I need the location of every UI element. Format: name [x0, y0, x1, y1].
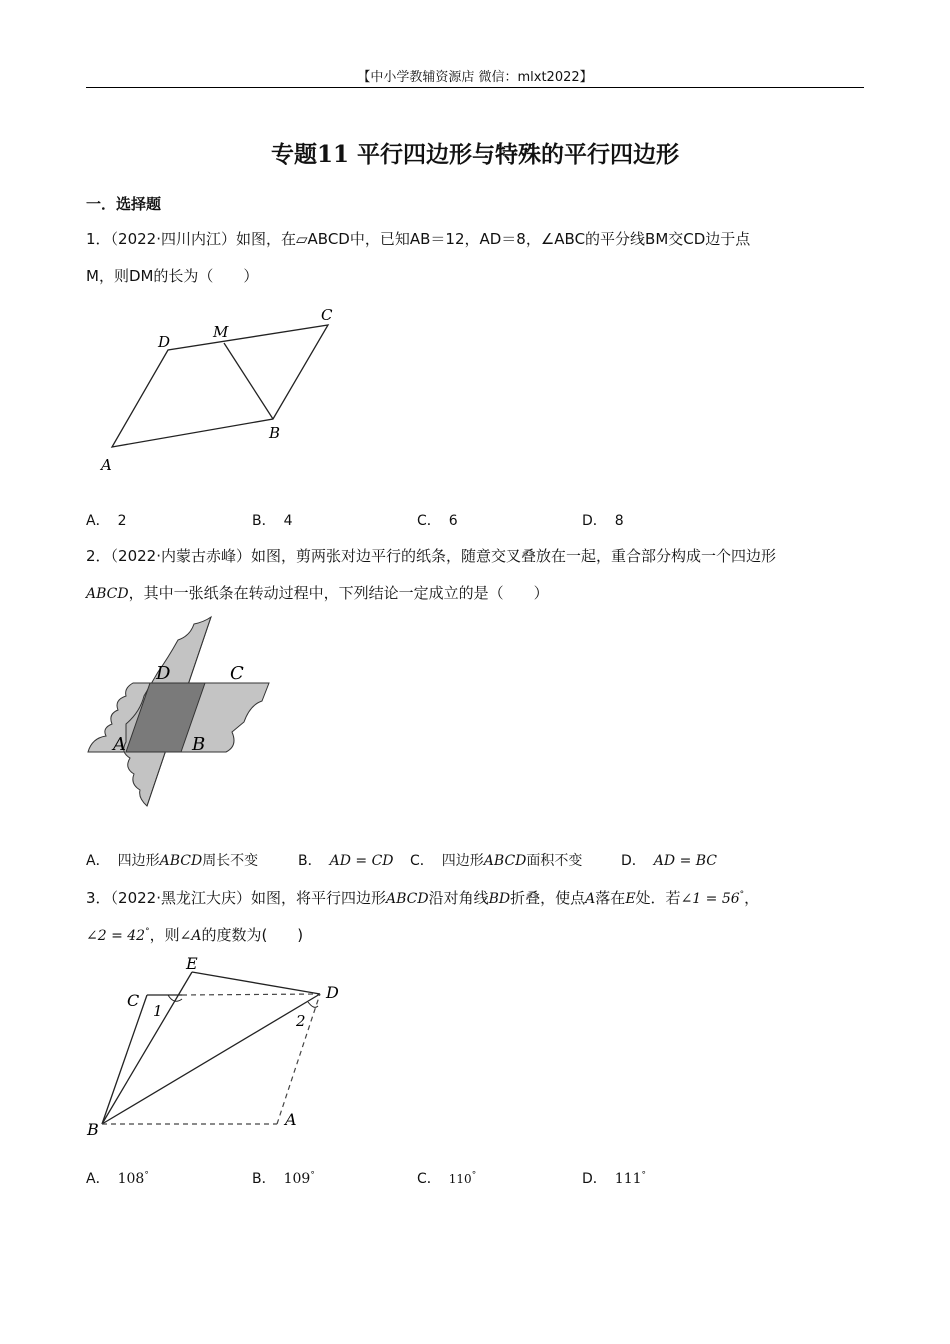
question-number: 1．	[86, 230, 111, 248]
q3-option-d[interactable]: D． 111°	[582, 1170, 647, 1187]
label-a: A	[285, 1110, 297, 1129]
header-text: 【中小学教辅资源店 微信：mlxt2022】	[357, 70, 593, 85]
q1-option-a[interactable]: A． 2	[86, 513, 127, 529]
question-3-line-2: ∠2 = 42°，则∠A的度数为( )	[86, 926, 304, 944]
question-text: M，则DM的长为（ ）	[86, 267, 259, 285]
q2-option-d[interactable]: D． AD = BC	[621, 853, 718, 869]
q3-option-a[interactable]: A． 108°	[86, 1170, 149, 1187]
label-c: C	[230, 663, 244, 684]
label-b: B	[87, 1120, 99, 1139]
bisector-bm	[224, 343, 273, 419]
q1-option-b[interactable]: B． 4	[252, 513, 293, 529]
label-a: A	[113, 734, 126, 755]
label-d: D	[158, 333, 171, 351]
label-e: E	[186, 954, 198, 973]
label-d: D	[326, 983, 339, 1002]
question-text: 如图，在▱ABCD中，已知AB＝12，AD＝8，∠ABC的平分线BM交CD边于点	[236, 230, 751, 248]
question-source: （2022·内蒙古赤峰）	[110, 547, 251, 565]
question-1-line-2	[86, 265, 258, 286]
label-b: B	[269, 424, 281, 442]
q1-figure	[90, 300, 350, 480]
question-text: 如图，剪两张对边平行的纸条，随意交叉叠放在一起，重合部分构成一个四边形	[251, 547, 777, 565]
header-rule	[86, 87, 864, 88]
parallelogram-abcd	[112, 325, 328, 447]
question-3-line-1: 3．（2022·黑龙江大庆）如图，将平行四边形ABCD沿对角线BD折叠，使点A落在E处．若∠1 = 56°，	[86, 889, 760, 907]
question-1-line-1	[86, 228, 750, 249]
q1-option-d[interactable]: D． 8	[582, 513, 624, 529]
question-number: 3．	[86, 889, 111, 907]
label-angle-2: 2	[296, 1012, 306, 1030]
label-d: D	[156, 663, 171, 684]
question-text: ，其中一张纸条在转动过程中，下列结论一定成立的是（ ）	[128, 584, 549, 602]
side-ed	[192, 972, 320, 994]
q2-option-a[interactable]: A． 四边形ABCD周长不变	[86, 853, 259, 869]
question-source: （2022·四川内江）	[110, 230, 236, 248]
diagonal-bd	[102, 994, 320, 1124]
q3-option-c[interactable]: C． 110°	[417, 1170, 477, 1187]
section-heading: 一．选择题	[86, 195, 162, 213]
q2-option-c[interactable]: C． 四边形ABCD面积不变	[410, 853, 583, 869]
label-a: A	[101, 456, 112, 474]
label-c: C	[127, 991, 140, 1010]
page-title: 专题11 平行四边形与特殊的平行四边形	[270, 141, 679, 168]
q2-option-b[interactable]: B． AD = CD	[298, 853, 394, 869]
label-b: B	[192, 734, 206, 755]
question-source: （2022·黑龙江大庆）	[110, 889, 251, 907]
label-c: C	[321, 306, 333, 324]
q2-figure	[86, 612, 276, 812]
q3-figure	[82, 952, 357, 1142]
math-abcd: ABCD	[86, 586, 129, 602]
question-2-line-1	[86, 545, 776, 566]
q1-option-c[interactable]: C． 6	[417, 513, 458, 529]
q3-option-b[interactable]: B． 109°	[252, 1170, 315, 1187]
question-2-line-2	[86, 582, 549, 603]
question-number: 2．	[86, 547, 111, 565]
label-angle-1: 1	[153, 1002, 163, 1020]
label-m: M	[213, 323, 229, 341]
side-cd-dashed	[182, 994, 320, 995]
